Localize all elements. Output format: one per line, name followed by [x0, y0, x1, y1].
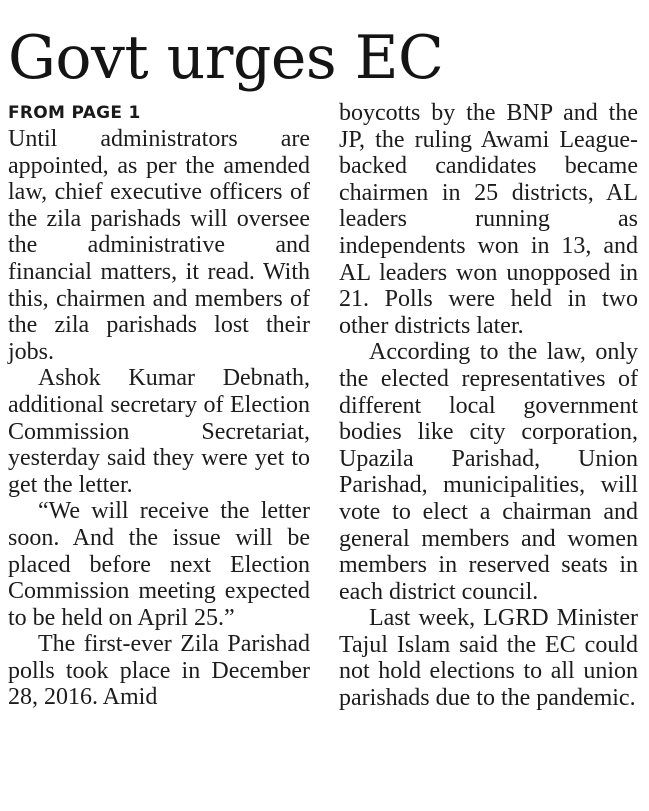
- paragraph: boycotts by the BNP and the JP, the ruling Awami League-backed candidates became chairmen in 25 districts, AL leaders running as independents won in 13, and AL leaders won unopposed in 21. Polls were held in two other districts later.: [339, 100, 638, 339]
- kicker-from-page-1: FROM PAGE 1: [8, 103, 141, 123]
- right-column: [339, 100, 638, 712]
- paragraph: Last week, LGRD Minister Tajul Islam said the EC could not hold elections to all union parishads due to the pandemic.: [339, 605, 638, 712]
- paragraph: Ashok Kumar Debnath, additional secretary of Election Commission Secretariat, yesterday said they were yet to get the letter.: [8, 365, 310, 498]
- headline: Govt urges EC: [8, 23, 444, 93]
- paragraph: The first-ever Zila Parishad polls took place in December 28, 2016. Amid: [8, 631, 310, 711]
- paragraph: According to the law, only the elected representatives of different local government bodies like city corporation, Upazila Parishad, Union Parishad, municipalities, will vote to elect a chairman and general members and women members in reserved seats in each district council.: [339, 339, 638, 605]
- paragraph: “We will receive the letter soon. And the issue will be placed before next Election Commission meeting expected to be held on April 25.”: [8, 498, 310, 631]
- left-column: [8, 100, 310, 711]
- paragraph: Until administrators are appointed, as per the amended law, chief executive officers of the zila parishads will oversee the administrative and financial matters, it read. With this, chairmen and members of the zila parishads lost their jobs.: [8, 126, 310, 365]
